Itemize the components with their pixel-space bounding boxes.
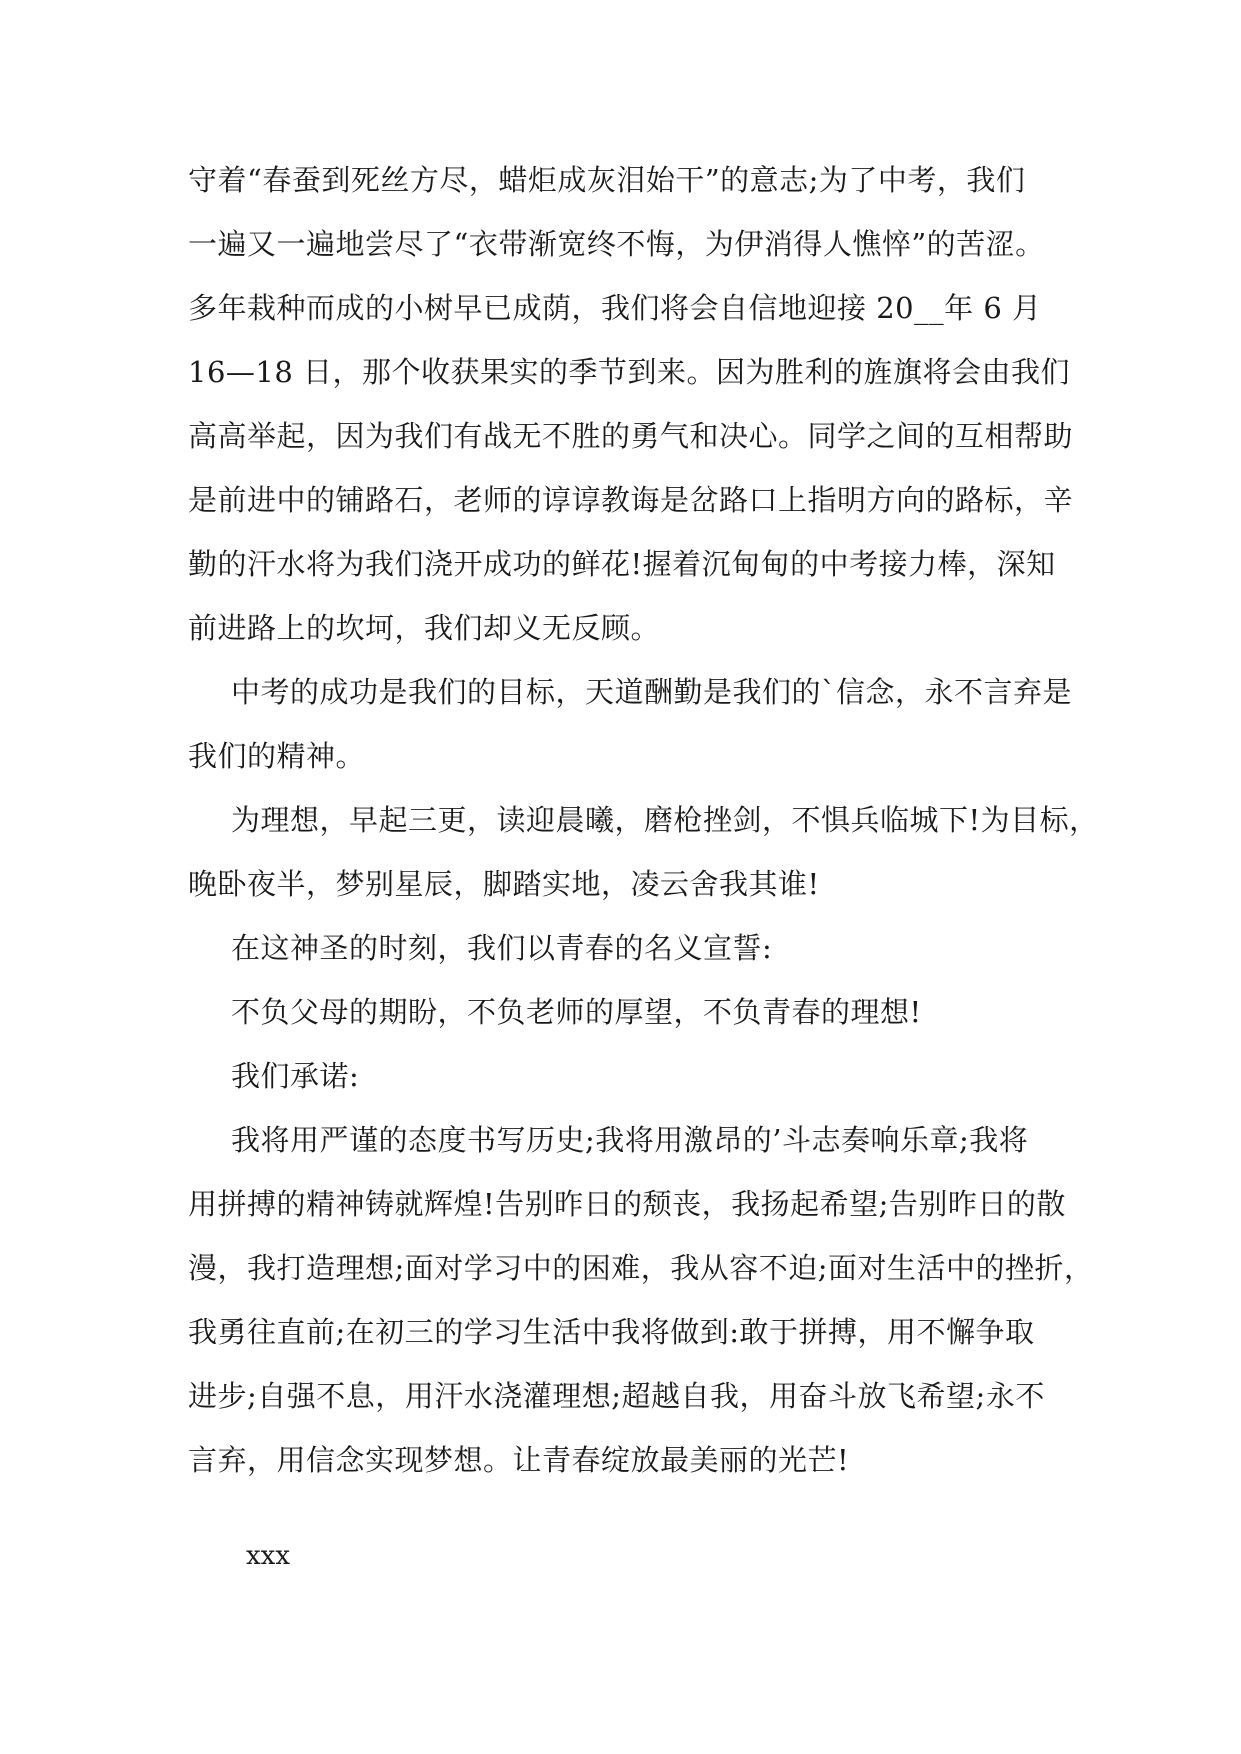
text-line: 勤的汗水将为我们浇开成功的鲜花!握着沉甸甸的中考接力棒，深知 [188,547,1056,581]
text-line: 一遍又一遍地尝尽了“衣带渐宽终不悔，为伊消得人憔悴”的苦涩。 [188,227,1045,261]
paragraph-start: 我将用严谨的态度书写历史;我将用激昂的’斗志奏响乐章;我将 [231,1123,1029,1157]
text-line: 晚卧夜半，梦别星辰，脚踏实地，凌云舍我其谁! [188,867,820,901]
text-line: 多年栽种而成的小树早已成荫，我们将会自信地迎接 20__年 6 月 [188,291,1042,325]
text-line: 高高举起，因为我们有战无不胜的勇气和决心。同学之间的互相帮助 [188,419,1074,453]
text-line: 我们的精神。 [188,739,366,773]
text-line: 言弃，用信念实现梦想。让青春绽放最美丽的光芒! [188,1443,850,1477]
text-line: 用拼搏的精神铸就辉煌!告别昨日的颓丧，我扬起希望;告别昨日的散 [188,1187,1066,1221]
text-line: 漫，我打造理想;面对学习中的困难，我从容不迫;面对生活中的挫折， [188,1251,1094,1285]
paragraph-start: 在这神圣的时刻，我们以青春的名义宣誓: [231,931,773,965]
paragraph-start: 中考的成功是我们的目标，天道酬勤是我们的`信念，永不言弃是 [231,675,1073,709]
text-line: 前进路上的坎坷，我们却义无反顾。 [188,611,661,645]
text-line: 我勇往直前;在初三的学习生活中我将做到:敢于拼搏，用不懈争取 [188,1315,1035,1349]
text-line: 守着“春蚕到死丝方尽，蜡炬成灰泪始干”的意志;为了中考，我们 [188,163,1026,197]
paragraph-start: 为理想，早起三更，读迎晨曦，磨枪挫剑，不惧兵临城下!为目标， [231,803,1099,837]
signature: xxx [246,1541,290,1571]
text-line: 16—18 日，那个收获果实的季节到来。因为胜利的旌旗将会由我们 [188,355,1071,389]
paragraph-start: 不负父母的期盼，不负老师的厚望，不负青春的理想! [231,995,922,1029]
text-line: 是前进中的铺路石，老师的谆谆教诲是岔路口上指明方向的路标，辛 [188,483,1074,517]
text-line: 进步;自强不息，用汗水浇灌理想;超越自我，用奋斗放飞希望;永不 [188,1379,1045,1413]
paragraph-start: 我们承诺: [231,1059,360,1093]
